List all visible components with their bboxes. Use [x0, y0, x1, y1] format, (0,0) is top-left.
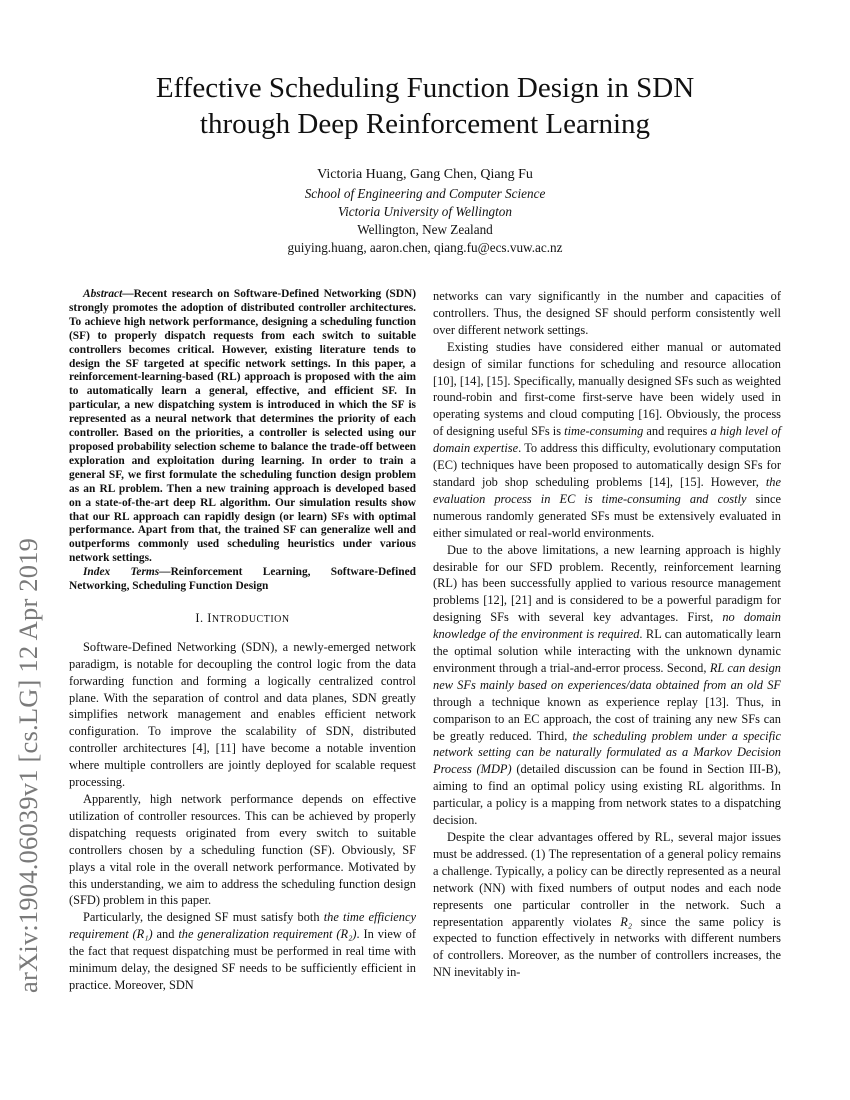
- section-heading-introduction: [69, 610, 416, 629]
- rp1-text-g: since numerous randomly generated SFs must be extensively evaluated in either simulated or real-world environments.: [433, 491, 781, 540]
- rp3-text-a: Despite the clear advantages offered by RL, several major issues must be addressed. (1) The representation of a general policy remains a challenge. Typically, a policy can be directly represented as a neural network (NN) with fixed numbers of output nodes and each node represents one particular controller in the network. Such a representation apparently violates: [433, 830, 781, 929]
- rp2-text-c: . RL can automatically learn the optimal solution while interacting with the unknown dynamic environment through a trial-and-error process. Second,: [433, 627, 781, 675]
- rp3-emph-r2: R₂: [620, 914, 633, 929]
- right-paragraph-rl-advantages: [433, 542, 781, 829]
- rp1-text-a: Existing studies have considered either manual or automated design of similar functions for scheduling and resource allocation [10], [14], [15]. Specifically, manually designed SFs such as weighted round-robin and first-come first-serve have been widely used in operating systems and cloud computing [16]. Obviously, the process of designing useful SFs is: [433, 339, 781, 439]
- author-emails: guiying.huang, aaron.chen, qiang.fu@ecs.vuw.ac.nz: [287, 240, 563, 255]
- index-terms-lead: Index Terms: [83, 566, 160, 579]
- rp1-emph-domain-expertise: a high level of domain expertise: [433, 424, 781, 456]
- rp2-text-e: through a technique known as experience replay [13]. Thus, in comparison to an EC approach, the cost of training any new SFs can be greatly reduced. Third,: [433, 694, 781, 743]
- abstract-lead: Abstract: [83, 288, 123, 300]
- abstract: [69, 288, 416, 566]
- p3-text-c: and: [152, 927, 179, 942]
- title-line-1: Effective Scheduling Function Design in SDN: [155, 72, 695, 104]
- rp1-emph-time-consuming: time-consuming: [564, 424, 644, 439]
- rp2-emph-no-domain: no domain knowledge of the environment is required: [433, 610, 781, 642]
- rp1-text-e: . To address this difficulty, evolutionary computation (EC) techniques have been proposed to automatically design SFs for standard job shop scheduling problems [14], [15]. However,: [433, 441, 781, 489]
- rp2-emph-mdp: the scheduling problem under a specific network setting can be naturally formulated as a Markov Decision Process (MDP): [433, 728, 781, 777]
- right-paragraph-issues: [433, 829, 781, 981]
- p3-emph-time-efficiency: the time efficiency requirement (R₁): [69, 910, 416, 942]
- p3-text-e: . In view of the fact that request dispatching must be performed in real time with minimum delay, the designed SF needs to be sufficiently efficient in practice. Moreover, SDN: [69, 927, 416, 992]
- right-paragraph-existing-studies: [433, 339, 781, 542]
- rp2-text-a: Due to the above limitations, a new learning approach is highly desirable for our SFD problem. Recently, reinforcement learning (RL) has been successfully applied to various resource management problems [12], [21] and is considered to be a powerful paradigm for designing SFs with several key advantages. First,: [433, 542, 781, 625]
- section-title-first-letter: I: [207, 610, 212, 625]
- intro-paragraph-1: Software-Defined Networking (SDN), a newly-emerged network paradigm, is notable for decoupling the control logic from the data forwarding function and forming a logically centralized control plane. With the separation of control and data planes, SDN greatly simplifies network management and enables efficient network configuration. To improve the scalability of SDN, distributed controller architectures [4], [11] have become a notable invention where multiple controllers are jointly deployed for scalable request processing.: [69, 639, 416, 790]
- affiliation-school: School of Engineering and Computer Science: [304, 186, 546, 201]
- paper-title: [60, 70, 790, 142]
- intro-paragraph-2: Apparently, high network performance depends on effective utilization of controller resources. This can be achieved by properly dispatching requests originated from every switch to suitable controllers chosen by a scheduling function (SF). Obviously, SF plays a vital role in the overall network performance. Motivated by this understanding, we aim to address the scheduling function design (SFD) problem in this paper.: [69, 792, 416, 908]
- abstract-text: —Recent research on Software-Defined Networking (SDN) strongly promotes the adoption of distributed controller architectures. To achieve high network performance, designing a scheduling function (SF) to properly dispatch requests from each switch to suitable controllers becomes critical. However, existing literature tends to design the SF targeted at specific network settings. In this paper, a reinforcement-learning-based (RL) approach is proposed with the aim to automatically learn a general, effective, and efficient SF. In particular, a new dispatching system is introduced in which the SF is represented as a neural network that determines the priority of each controller. Based on the priorities, a controller is selected using our proposed probability selection scheme to balance the trade-off between exploration and exploitation during learning. In order to train a general SF, we first formulate the scheduling function design problem as an RL problem. Then a new training approach is developed based on a state-of-the-art deep RL algorithm. Our simulation results show that our RL approach can rapidly design (or learn) SFs with optimal performance. Apart from that, the trained SF can generalize well and outperforms commonly used scheduling heuristics under various network settings.: [69, 288, 416, 565]
- p3-text-a: Particularly, the designed SF must satisfy both: [83, 910, 324, 925]
- index-terms-text: —Reinforcement Learning, Software-Defined Networking, Scheduling Function Design: [69, 566, 416, 593]
- rp2-text-g: (detailed discussion can be found in Section III-B), aiming to find an optimal policy using existing RL algorithms. In particular, a policy is a mapping from network states to a dispatching decision.: [433, 762, 781, 828]
- rp2-emph-new-sfs: RL can design new SFs mainly based on experiences/data obtained from an old SF: [433, 660, 781, 692]
- section-title-rest: NTRODUCTION: [211, 613, 290, 625]
- section-numeral: I.: [195, 610, 208, 625]
- p3-emph-generalization: the generalization requirement (R₂): [178, 927, 357, 942]
- rp1-text-c: and requires: [643, 424, 711, 439]
- index-terms: [69, 566, 416, 594]
- affiliation-location: Wellington, New Zealand: [357, 222, 493, 237]
- rp1-emph-evaluation: the evaluation process in EC is time-consuming and costly: [433, 474, 781, 506]
- intro-paragraph-3: [69, 909, 416, 994]
- left-column: [69, 288, 416, 994]
- author-names: Victoria Huang, Gang Chen, Qiang Fu: [317, 167, 533, 182]
- author-block: [100, 166, 750, 257]
- affiliation-university: Victoria University of Wellington: [338, 204, 512, 219]
- title-line-2: through Deep Reinforcement Learning: [199, 108, 651, 140]
- rp3-text-c: since the same policy is expected to function effectively in networks with different numbers of controllers. Moreover, as the number of controllers increases, the NN inevitably in-: [433, 914, 781, 980]
- right-paragraph-continuation: networks can vary significantly in the number and capacities of controllers. Thus, the designed SF should perform consistently well over different network settings.: [433, 289, 781, 337]
- arxiv-stamp: arXiv:1904.06039v1 [cs.LG] 12 Apr 2019: [13, 537, 43, 993]
- right-column: [433, 288, 781, 981]
